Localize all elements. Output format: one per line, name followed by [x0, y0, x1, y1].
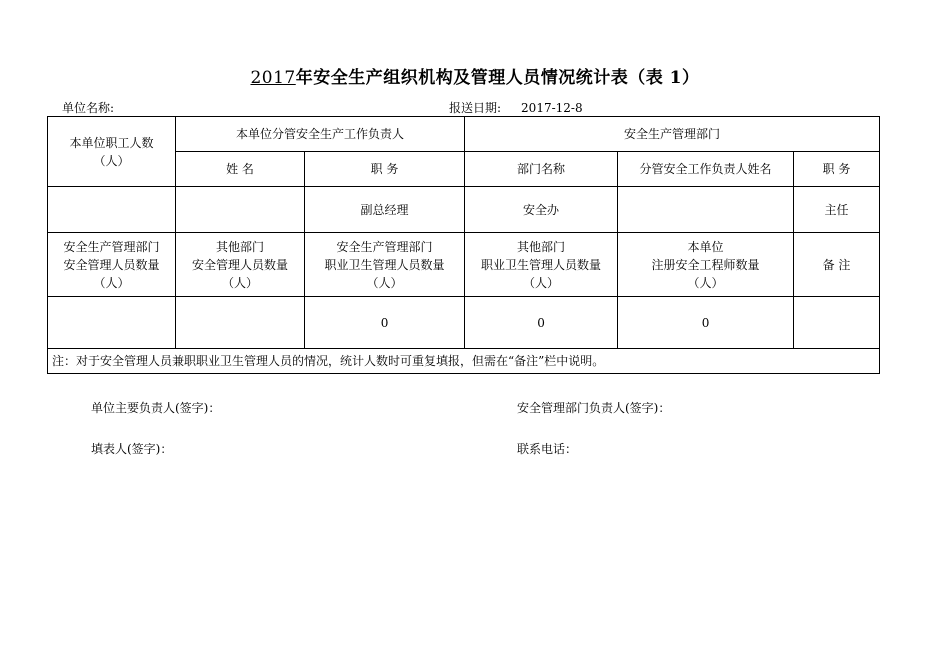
cell-other-health-staff[interactable]: 0 — [465, 297, 618, 349]
title-year: 2017 — [250, 68, 296, 88]
statistics-table — [47, 116, 880, 374]
unit-name-label: 单位名称: — [62, 101, 115, 115]
cell-dept-position[interactable]: 主任 — [794, 187, 880, 233]
header-leader-group: 本单位分管安全生产工作负责人 — [176, 117, 465, 152]
report-date-value: 2017-12-8 — [521, 101, 583, 115]
dept-head-signature-label: 安全管理部门负责人(签字)： — [517, 401, 671, 415]
header-other-health-staff: 其他部门 职业卫生管理人员数量 （人） — [465, 233, 618, 297]
header-dept-position: 职 务 — [794, 152, 880, 187]
page-title — [0, 63, 950, 88]
header-name: 姓 名 — [176, 152, 305, 187]
report-date-label: 报送日期: — [449, 101, 502, 115]
header-other-safety-staff: 其他部门 安全管理人员数量 （人） — [176, 233, 305, 297]
header-dept-leader-name: 分管安全工作负责人姓名 — [618, 152, 794, 187]
header-remarks: 备 注 — [794, 233, 880, 297]
contact-phone-label: 联系电话： — [517, 442, 578, 456]
header-dept-health-staff: 安全生产管理部门 职业卫生管理人员数量 （人） — [305, 233, 465, 297]
table-note: 注：对于安全管理人员兼职职业卫生管理人员的情况，统计人数时可重复填报，但需在“备注”栏中说明。 — [48, 349, 880, 374]
cell-remarks[interactable] — [794, 297, 880, 349]
report-date — [449, 99, 583, 116]
header-registered-engineers: 本单位 注册安全工程师数量 （人） — [618, 233, 794, 297]
cell-leader-name[interactable] — [176, 187, 305, 233]
cell-staff-count[interactable] — [48, 187, 176, 233]
header-dept-safety-staff: 安全生产管理部门 安全管理人员数量 （人） — [48, 233, 176, 297]
title-text: 年安全生产组织机构及管理人员情况统计表（表 1） — [295, 68, 700, 88]
header-position: 职 务 — [305, 152, 465, 187]
cell-other-safety-staff[interactable] — [176, 297, 305, 349]
unit-head-signature-label: 单位主要负责人(签字)： — [91, 401, 221, 415]
header-dept-name: 部门名称 — [465, 152, 618, 187]
header-dept-group: 安全生产管理部门 — [465, 117, 880, 152]
filler-signature-label: 填表人(签字)： — [91, 442, 173, 456]
cell-leader-position[interactable]: 副总经理 — [305, 187, 465, 233]
cell-dept-leader-name[interactable] — [618, 187, 794, 233]
cell-dept-health-staff[interactable]: 0 — [305, 297, 465, 349]
cell-registered-engineers[interactable]: 0 — [618, 297, 794, 349]
cell-dept-safety-staff[interactable] — [48, 297, 176, 349]
cell-dept-name[interactable]: 安全办 — [465, 187, 618, 233]
header-staff-count: 本单位职工人数 （人） — [48, 117, 176, 187]
